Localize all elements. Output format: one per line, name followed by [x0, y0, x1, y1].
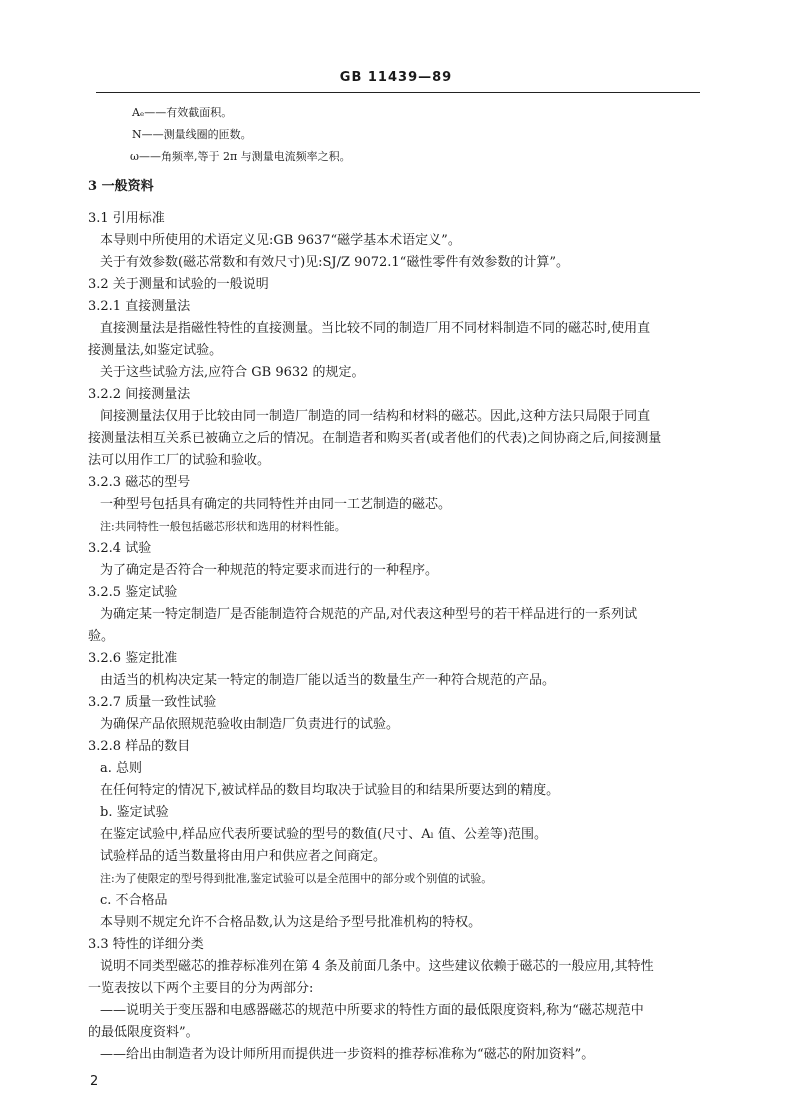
section-3-title: 3 一般资料	[88, 179, 154, 194]
subsection-c-para: 本导则不规定允许不合格品数,认为这是给予型号批准机构的特权。	[100, 915, 482, 930]
section-3-2-1-para-1b: 接测量法,如鉴定试验。	[88, 343, 223, 358]
subsection-b-title: b. 鉴定试验	[100, 805, 169, 820]
subsection-a-para: 在任何特定的情况下,被试样品的数目均取决于试验目的和结果所要达到的精度。	[100, 783, 560, 798]
section-3-2-5-title: 3.2.5 鉴定试验	[88, 585, 178, 600]
section-3-3-para-1a: 说明不同类型磁芯的推荐标准列在第 4 条及前面几条中。这些建议依赖于磁芯的一般应用,其特性	[100, 959, 654, 974]
section-3-2-5-para-1b: 验。	[88, 629, 115, 644]
symbol-omega: ω——角频率,等于 2π 与测量电流频率之积。	[130, 150, 351, 163]
header-rule	[96, 92, 700, 93]
standard-code-header: GB 11439—89	[339, 70, 453, 85]
section-3-2-7-title: 3.2.7 质量一致性试验	[88, 695, 217, 710]
section-3-2-2-title: 3.2.2 间接测量法	[88, 387, 191, 402]
section-3-2-7-para-1: 为确保产品依照规范验收由制造厂负责进行的试验。	[100, 717, 400, 732]
section-3-2-6-para-1: 由适当的机构决定某一特定的制造厂能以适当的数量生产一种符合规范的产品。	[100, 673, 556, 688]
symbol-n: N——测量线圈的匝数。	[132, 128, 252, 141]
section-3-2-6-title: 3.2.6 鉴定批准	[88, 651, 178, 666]
subsection-c-title: c. 不合格品	[100, 893, 168, 908]
section-3-2-3-para-1: 一种型号包括具有确定的共同特性并由同一工艺制造的磁芯。	[100, 497, 452, 512]
section-3-2-3-title: 3.2.3 磁芯的型号	[88, 475, 191, 490]
section-3-2-2-para-1c: 法可以用作工厂的试验和验收。	[88, 453, 271, 468]
section-3-2-5-para-1a: 为确定某一特定制造厂是否能制造符合规范的产品,对代表这种型号的若干样品进行的一系列试	[100, 607, 638, 622]
section-3-3-para-2a: ——说明关于变压器和电感器磁芯的规范中所要求的特性方面的最低限度资料,称为“磁芯规范中	[100, 1003, 644, 1018]
subsection-b-para-2: 试验样品的适当数量将由用户和供应者之间商定。	[100, 849, 387, 864]
section-3-1-para-2: 关于有效参数(磁芯常数和有效尺寸)见:SJ/Z 9072.1“磁性零件有效参数的计算”。	[100, 255, 569, 270]
section-3-3-para-2b: 的最低限度资料”。	[88, 1025, 199, 1040]
subsection-b-note: 注:为了使限定的型号得到批准,鉴定试验可以是全范围中的部分或个别值的试验。	[100, 872, 493, 885]
section-3-3-para-1b: 一览表按以下两个主要目的分为两部分:	[88, 981, 314, 996]
section-3-1-para-1: 本导则中所使用的术语定义见:GB 9637“磁学基本术语定义”。	[100, 233, 461, 248]
section-3-2-1-para-1a: 直接测量法是指磁性特性的直接测量。当比较不同的制造厂用不同材料制造不同的磁芯时,使用直	[100, 321, 651, 336]
section-3-2-4-title: 3.2.4 试验	[88, 541, 152, 556]
section-3-2-3-note: 注:共同特性一般包括磁芯形状和选用的材料性能。	[100, 520, 346, 533]
section-3-2-2-para-1a: 间接测量法仅用于比较由同一制造厂制造的同一结构和材料的磁芯。因此,这种方法只局限于同直	[100, 409, 651, 424]
section-3-2-1-title: 3.2.1 直接测量法	[88, 299, 191, 314]
section-3-1-title: 3.1 引用标准	[88, 211, 165, 226]
section-3-2-4-para-1: 为了确定是否符合一种规范的特定要求而进行的一种程序。	[100, 563, 439, 578]
section-3-2-2-para-1b: 接测量法相互关系已被确立之后的情况。在制造者和购买者(或者他们的代表)之间协商之后,间接测量	[88, 431, 662, 446]
symbol-ae: Aₑ——有效截面积。	[132, 106, 233, 119]
section-3-3-para-3: ——给出由制造者为设计师所用而提供进一步资料的推荐标准称为“磁芯的附加资料”。	[100, 1047, 595, 1062]
section-3-3-title: 3.3 特性的详细分类	[88, 937, 204, 952]
page-number: 2	[90, 1074, 99, 1089]
section-3-2-8-title: 3.2.8 样品的数目	[88, 739, 191, 754]
subsection-b-para-1: 在鉴定试验中,样品应代表所要试验的型号的数值(尺寸、Aₗ 值、公差等)范围。	[100, 827, 547, 842]
section-3-2-title: 3.2 关于测量和试验的一般说明	[88, 277, 269, 292]
section-3-2-1-para-2: 关于这些试验方法,应符合 GB 9632 的规定。	[100, 365, 365, 380]
subsection-a-title: a. 总则	[100, 761, 143, 776]
